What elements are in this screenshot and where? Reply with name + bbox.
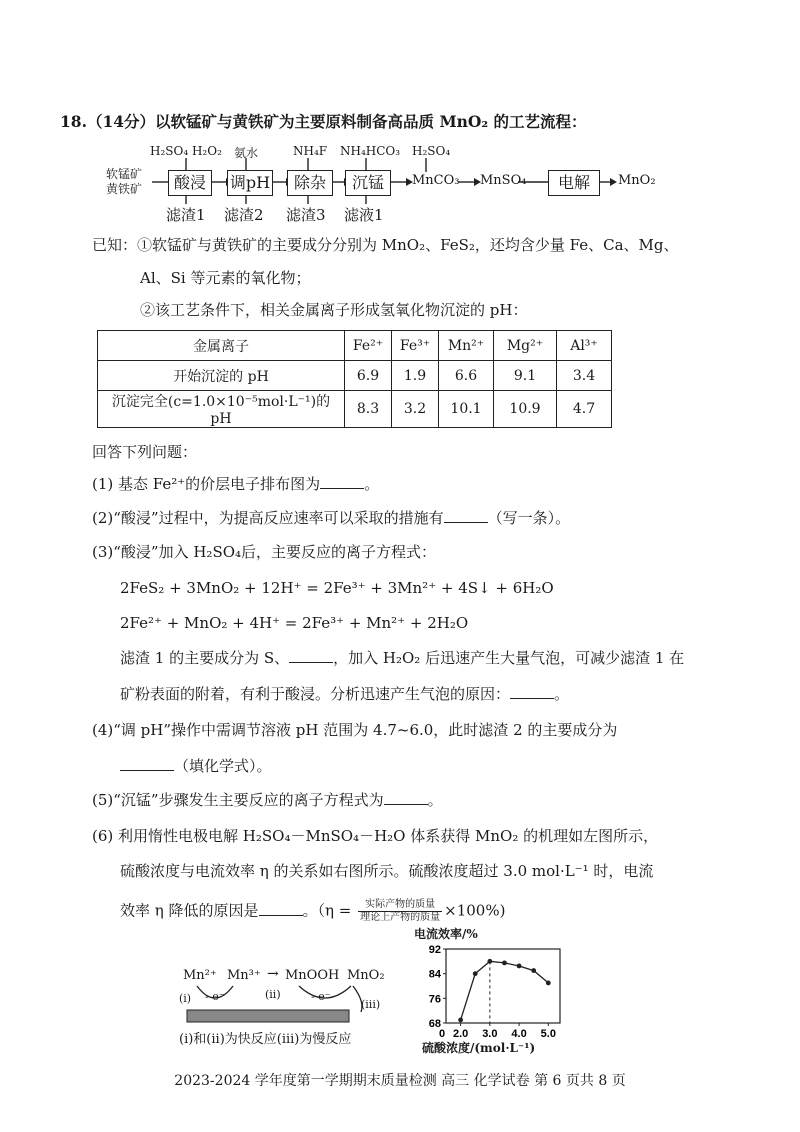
table-cell: 10.9 — [494, 391, 557, 428]
table-header-cell: Al³⁺ — [557, 331, 612, 361]
table-cell: 9.1 — [494, 361, 557, 391]
x-tick-label: 3.0 — [482, 1028, 498, 1039]
q3-equation-2: 2Fe²⁺ + MnO₂ + 4H⁺ = 2Fe³⁺ + Mn²⁺ + 2H₂O — [120, 614, 469, 632]
data-point — [487, 959, 492, 964]
q6-answer-blank[interactable] — [259, 901, 303, 916]
species-mn2: Mn²⁺ — [183, 968, 217, 983]
electron-label-1: - e⁻ — [205, 990, 225, 1003]
question-title: 以软锰矿与黄铁矿为主要原料制备高品质 MnO₂ 的工艺流程： — [155, 112, 587, 131]
table-cell: 4.7 — [557, 391, 612, 428]
table-cell: 6.6 — [439, 361, 494, 391]
q1-answer-blank[interactable] — [320, 474, 364, 489]
residue-2: 滤渣2 — [224, 206, 264, 224]
known-intro-cont: Al、Si 等元素的氧化物； — [140, 269, 311, 287]
question-header — [60, 112, 587, 132]
x-tick-label: 5.0 — [540, 1028, 556, 1039]
arrow-to-mnooh: → — [267, 966, 279, 982]
q4-end: （填化学式）。 — [174, 757, 272, 775]
chart-xlabel: 硫酸浓度/(mol·L⁻¹) — [422, 1041, 536, 1055]
q6-eta: 。（η = — [302, 901, 352, 920]
q4-answer-blank[interactable] — [120, 756, 174, 771]
q3-sub1-cont: ，加入 H₂O₂ 后迅速产生大量气泡，可减少滤渣 1 在 — [333, 649, 685, 667]
table-cell: 开始沉淀的 pH — [98, 361, 345, 391]
table-header-cell: Mg²⁺ — [494, 331, 557, 361]
question-points: （14分） — [86, 112, 156, 131]
table-header-cell: Mn²⁺ — [439, 331, 494, 361]
data-point — [531, 968, 536, 973]
q4-cont — [120, 756, 272, 776]
y-tick-label: 76 — [428, 993, 441, 1006]
step-label-i: (i) — [179, 992, 192, 1005]
q2 — [92, 508, 570, 528]
table-cell: 沉淀完全(c=1.0×10⁻⁵mol·L⁻¹)的 pH — [98, 391, 345, 428]
x-tick-label: 4.0 — [511, 1028, 527, 1039]
residue-1: 滤渣1 — [166, 206, 206, 224]
mechanism-diagram — [175, 960, 405, 1050]
data-point — [458, 1018, 463, 1023]
q5-text: (5)“沉锰”步骤发生主要反应的离子方程式为 — [92, 791, 384, 809]
q3-equation-1: 2FeS₂ + 3MnO₂ + 12H⁺ = 2Fe³⁺ + 3Mn²⁺ + 4S↓ + 6H₂O — [120, 579, 554, 597]
y-tick-label: 84 — [428, 968, 441, 981]
step-label-ii: (ii) — [265, 988, 281, 1001]
chart-plot — [410, 939, 590, 1039]
table-row — [98, 391, 612, 428]
q2-end: （写一条）。 — [487, 509, 571, 527]
q6-line3-text: 效率 η 降低的原因是 — [120, 901, 259, 920]
data-point — [517, 964, 522, 969]
q3-sub1 — [120, 648, 684, 668]
mechanism-caption: (i)和(ii)为快反应(iii)为慢反应 — [179, 1032, 352, 1047]
table-row — [98, 361, 612, 391]
q1-end: 。 — [364, 475, 380, 493]
q3-sub2-text: 矿粉表面的附着，有利于酸浸。分析迅速产生气泡的原因： — [120, 685, 511, 703]
chart-title: 电流效率/% — [414, 927, 478, 941]
q5-end: 。 — [427, 791, 443, 809]
page-footer: 2023-2024 学年度第一学期期末质量检测 高三 化学试卷 第 6 页共 8 页 — [174, 1073, 626, 1089]
step-precipitate-mn: 沉锰 — [345, 170, 391, 196]
reagent-2: 氨水 — [234, 146, 259, 160]
x-tick-label: 2.0 — [452, 1028, 469, 1039]
reagent-5: H₂SO₄ — [412, 144, 451, 158]
table-cell: 1.9 — [392, 361, 439, 391]
table-header-cell: Fe²⁺ — [345, 331, 392, 361]
q3-sub2-end: 。 — [554, 685, 570, 703]
q3-sub1-text: 滤渣 1 的主要成分为 S、 — [120, 649, 290, 667]
y-tick-label: 92 — [428, 944, 441, 956]
ph-table — [97, 330, 612, 428]
filtrate-1: 滤液1 — [344, 206, 384, 224]
process-flow — [100, 140, 660, 230]
eta-fraction — [358, 899, 442, 924]
step-label-iii: (iii) — [361, 998, 381, 1011]
q6-line3 — [120, 899, 505, 924]
step-electrolysis: 电解 — [548, 170, 600, 196]
table-cell: 3.4 — [557, 361, 612, 391]
table-cell: 6.9 — [345, 361, 392, 391]
raw-material-1: 软锰矿 — [106, 167, 143, 181]
fraction-denominator: 理论上产物的质量 — [360, 912, 441, 923]
species-mno2: MnO₂ — [347, 968, 385, 983]
product-mno2: MnO₂ — [618, 173, 656, 188]
data-point — [473, 971, 478, 976]
electron-label-2: - e⁻ — [311, 990, 331, 1003]
raw-material-2: 黄铁矿 — [106, 182, 143, 196]
question-number: 18. — [60, 112, 87, 131]
known-intro: 已知：①软锰矿与黄铁矿的主要成分分别为 MnO₂、FeS₂，还均含少量 Fe、Ca、Mg、 — [92, 236, 679, 254]
species-mn3: Mn³⁺ — [227, 968, 261, 983]
table-cell: 3.2 — [392, 391, 439, 428]
q5-answer-blank[interactable] — [384, 790, 428, 805]
table-cell: 8.3 — [345, 391, 392, 428]
q6-line2: 硫酸浓度与电流效率 η 的关系如右图所示。硫酸浓度超过 3.0 mol·L⁻¹ 时，电流 — [120, 862, 654, 880]
y-tick-label: 68 — [428, 1018, 441, 1030]
q5 — [92, 790, 443, 810]
q2-answer-blank[interactable] — [444, 508, 488, 523]
table-header-cell: 金属离子 — [98, 331, 345, 361]
efficiency-chart — [410, 925, 590, 1060]
data-point — [546, 981, 551, 986]
q4-text: (4)“调 pH”操作中需调节溶液 pH 范围为 4.7~6.0，此时滤渣 2 的主要成分为 — [92, 721, 618, 739]
q3-answer-blank-1[interactable] — [289, 648, 333, 663]
q3-text: (3)“酸浸”加入 H₂SO₄后，主要反应的离子方程式： — [92, 543, 437, 561]
reagent-4: NH₄HCO₃ — [340, 144, 401, 158]
intermediate-mnco3: MnCO₃ — [412, 173, 460, 188]
step-acid-leach: 酸浸 — [168, 170, 212, 196]
q3-answer-blank-2[interactable] — [510, 684, 554, 699]
q1-text: (1) 基态 Fe²⁺的价层电子排布图为 — [92, 475, 321, 493]
step-adjust-ph: 调pH — [227, 170, 273, 196]
known-note2: ②该工艺条件下，相关金属离子形成氢氧化物沉淀的 pH： — [140, 301, 528, 319]
reagent-3: NH₄F — [293, 144, 328, 158]
answer-prompt: 回答下列问题： — [92, 443, 198, 461]
fraction-numerator: 实际产物的质量 — [358, 899, 442, 912]
q2-text: (2)“酸浸”过程中，为提高反应速率可以采取的措施有 — [92, 509, 444, 527]
x-tick-label: 0 — [438, 1028, 446, 1039]
table-cell: 10.1 — [439, 391, 494, 428]
step-remove-impurity: 除杂 — [287, 170, 333, 196]
reagent-1: H₂SO₄ H₂O₂ — [150, 144, 222, 158]
table-header-row — [98, 331, 612, 361]
intermediate-mnso4: MnSO₄ — [480, 173, 527, 188]
q6-eta-end: ×100%) — [444, 901, 506, 920]
species-mnooh: MnOOH — [285, 968, 340, 983]
q3-sub2 — [120, 684, 569, 704]
q6-line1: (6) 利用惰性电极电解 H₂SO₄－MnSO₄－H₂O 体系获得 MnO₂ 的机理如左图所示， — [92, 827, 659, 845]
q1 — [92, 474, 379, 494]
residue-3: 滤渣3 — [286, 206, 326, 224]
table-header-cell: Fe³⁺ — [392, 331, 439, 361]
data-point — [502, 960, 507, 965]
